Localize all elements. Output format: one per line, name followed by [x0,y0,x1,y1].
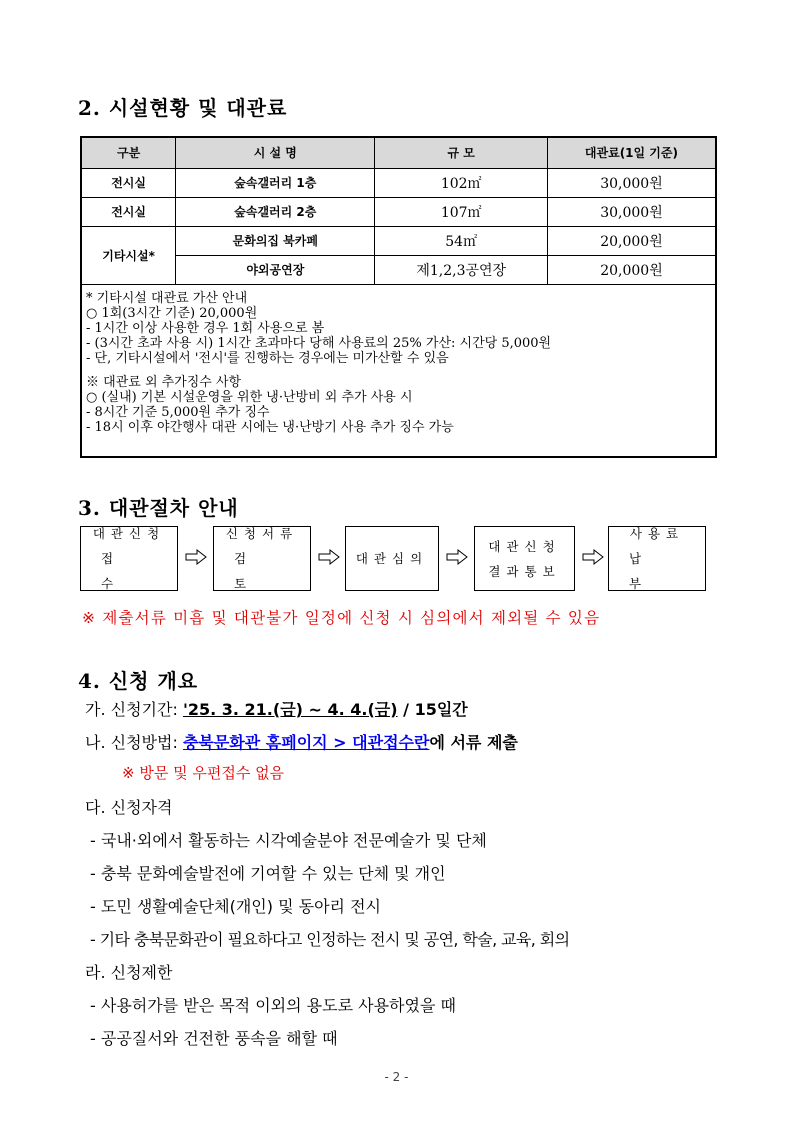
method-label: 나. 신청방법: [85,733,183,752]
cell-fee: 20,000원 [547,255,716,284]
table-notes-row [81,284,716,457]
table-row [81,226,716,255]
cell-size: 제1,2,3공연장 [375,255,547,284]
note-line: - 18시 이후 야간행사 대관 시에는 냉·난방기 사용 추가 징수 가능 [86,419,454,435]
step-label: 접 수 [101,551,142,591]
cell-size: 54㎡ [375,226,547,255]
table-row [81,255,716,284]
header-size: 규 모 [375,137,547,168]
procedure-warning: ※ 제출서류 미흡 및 대관불가 일정에 신청 시 심의에서 제외될 수 있음 [82,609,601,627]
cell-facility-name: 문화의집 북카페 [176,226,375,255]
section-title-procedure: 3. 대관절차 안내 [78,496,239,520]
arrow-right-icon [318,549,340,565]
cell-fee: 30,000원 [547,197,716,226]
page-number: - 2 - [384,1070,409,1084]
cell-fee: 30,000원 [547,168,716,197]
note-line: * 기타시설 대관료 가산 안내 [86,290,248,306]
note-line: - 8시간 기준 5,000원 추가 징수 [86,404,270,420]
list-item: - 사용허가를 받은 목적 이외의 용도로 사용하였을 때 [90,996,456,1015]
cell-category: 전시실 [81,168,176,197]
header-facility-name: 시 설 명 [176,137,375,168]
step-label: 납 부 [629,551,670,591]
method-suffix: 에 서류 제출 [429,733,518,752]
fee-notes [81,284,716,457]
step-label: 검 토 [234,551,275,591]
step-label: 대관신청 [488,538,561,554]
step-label: 대관신청 [92,526,166,541]
facilities-fee-table [80,136,717,458]
header-category: 구분 [81,137,176,168]
list-item: - 공공질서와 건전한 풍속을 해할 때 [90,1029,338,1048]
period-value: '25. 3. 21.(금) ~ 4. 4.(금) [182,700,398,719]
cell-category: 기타시설* [81,226,176,284]
section-title-overview: 4. 신청 개요 [78,669,199,693]
application-period [85,697,468,720]
step-label: 신청서류 [225,526,299,541]
step-review-committee [345,526,439,591]
cell-category: 전시실 [81,197,176,226]
table-row [81,168,716,197]
arrow-right-icon [446,549,468,565]
list-item: - 충북 문화예술발전에 기여할 수 있는 단체 및 개인 [90,864,446,883]
cell-facility-name: 야외공연장 [176,255,375,284]
application-method [85,730,518,753]
period-suffix: / 15일간 [397,700,468,719]
cell-facility-name: 숲속갤러리 1층 [176,168,375,197]
note-line: ○ (실내) 기본 시설운영을 위한 냉·난방비 외 추가 사용 시 [86,389,413,405]
step-application-receipt [80,526,178,591]
arrow-right-icon [582,549,604,565]
note-line: - (3시간 초과 사용 시) 1시간 초과마다 당해 사용료의 25% 가산: 시간당 5,000원 [86,335,552,351]
list-item: - 도민 생활예술단체(개인) 및 동아리 전시 [90,897,381,916]
step-result-notification [474,526,575,591]
table-header-row [81,137,716,168]
header-fee: 대관료(1일 기준) [547,137,716,168]
note-line: - 1시간 이상 사용한 경우 1회 사용으로 봄 [86,320,325,336]
note-line: ※ 대관료 외 추가징수 사항 [86,374,242,390]
step-label: 결과통보 [488,563,561,579]
cell-fee: 20,000원 [547,226,716,255]
section-title-facilities: 2. 시설현황 및 대관료 [78,96,288,120]
restriction-label: 라. 신청제한 [85,963,173,982]
table-row [81,197,716,226]
cell-size: 102㎡ [375,168,547,197]
cell-facility-name: 숲속갤러리 2층 [176,197,375,226]
qualification-label: 다. 신청자격 [85,798,173,817]
arrow-right-icon [185,549,207,565]
step-label: 사용료 [629,526,685,541]
note-line: - 단, 기타시설에서 '전시'를 진행하는 경우에는 미가산할 수 있음 [86,350,449,366]
list-item: - 기타 충북문화관이 필요하다고 인정하는 전시 및 공연, 학술, 교육, 회의 [90,930,570,949]
note-line: ○ 1회(3시간 기준) 20,000원 [86,305,258,321]
list-item: - 국내·외에서 활동하는 시각예술분야 전문예술가 및 단체 [90,831,487,850]
cell-size: 107㎡ [375,197,547,226]
step-label: 대관심의 [355,551,429,566]
period-label: 가. 신청기간: [85,700,183,719]
step-fee-payment [608,526,706,591]
step-document-review [213,526,311,591]
method-note: ※ 방문 및 우편접수 없음 [122,764,285,782]
homepage-rental-link[interactable]: 충북문화관 홈페이지 > 대관접수란 [182,733,430,752]
